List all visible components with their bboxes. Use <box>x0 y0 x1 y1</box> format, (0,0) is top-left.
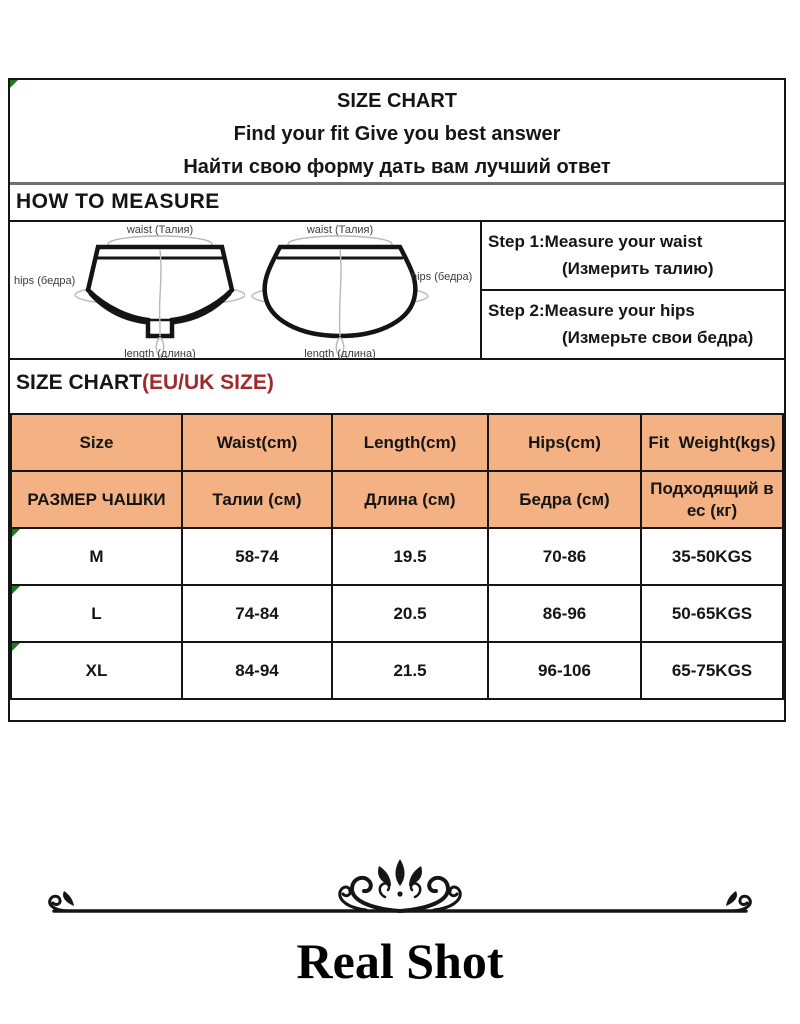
measure-section <box>10 222 784 360</box>
weight-cell: 50-65KGS <box>641 585 783 642</box>
title-block <box>10 80 784 185</box>
table-row-xl <box>11 642 783 699</box>
spreadsheet-artifact-triangle <box>12 643 20 651</box>
step-2 <box>482 291 784 358</box>
step-2-text-ru: (Измерьте свои бедра) <box>562 328 754 347</box>
col-header-length: Length(cm) <box>332 414 488 471</box>
real-shot-caption: Real Shot <box>296 933 504 989</box>
how-to-measure-heading: HOW TO MEASURE <box>10 185 784 222</box>
title-main: SIZE CHART <box>337 90 457 112</box>
col-header-weight-ru: Подходящий в ес (кг) <box>641 471 783 528</box>
size-chart-heading-red: (EU/UK SIZE) <box>142 371 274 394</box>
length-cell: 20.5 <box>332 585 488 642</box>
table-row-l <box>11 585 783 642</box>
step-1 <box>482 222 784 291</box>
weight-cell: 35-50KGS <box>641 528 783 585</box>
panties-front-diagram <box>10 222 245 360</box>
col-header-hips: Hips(cm) <box>488 414 641 471</box>
decorative-flourish-divider <box>40 853 760 938</box>
size-value: XL <box>85 660 108 680</box>
col-header-size: Size <box>11 414 182 471</box>
front-waist-label: waist (Талия) <box>126 224 194 236</box>
size-cell <box>11 528 182 585</box>
col-header-waist: Waist(cm) <box>182 414 332 471</box>
waist-cell: 74-84 <box>182 585 332 642</box>
col-header-waist-ru: Талии (см) <box>182 471 332 528</box>
length-cell: 19.5 <box>332 528 488 585</box>
size-chart-heading <box>10 360 784 413</box>
step-1-text-ru: (Измерить талию) <box>562 259 714 278</box>
main-bordered-box <box>8 78 786 722</box>
title-subtitle-en: Find your fit Give you best answer <box>233 123 561 145</box>
size-cell <box>11 585 182 642</box>
hips-cell: 96-106 <box>488 642 641 699</box>
table-header-row-en <box>11 414 783 471</box>
back-waist-label: waist (Талия) <box>306 224 374 236</box>
size-value: M <box>89 546 104 566</box>
front-length-label: length (длина) <box>124 348 196 360</box>
back-length-label: length (длина) <box>304 348 376 360</box>
size-value: L <box>91 603 102 623</box>
title-subtitle-ru: Найти свою форму дать вам лучший ответ <box>183 156 611 178</box>
waist-cell: 58-74 <box>182 528 332 585</box>
panties-back-diagram <box>245 222 480 360</box>
front-hips-label: hips (бедра) <box>14 275 76 287</box>
waist-cell: 84-94 <box>182 642 332 699</box>
measurement-diagrams <box>10 222 480 358</box>
spreadsheet-artifact-triangle <box>12 586 20 594</box>
col-header-hips-ru: Бедра (см) <box>488 471 641 528</box>
measure-steps <box>480 222 784 358</box>
size-chart-heading-black: SIZE CHART <box>16 371 142 394</box>
spreadsheet-artifact-triangle <box>10 80 18 88</box>
table-header-row-ru <box>11 471 783 528</box>
length-cell: 21.5 <box>332 642 488 699</box>
col-header-length-ru: Длина (см) <box>332 471 488 528</box>
table-row-m <box>11 528 783 585</box>
weight-cell: 65-75KGS <box>641 642 783 699</box>
size-table <box>10 413 784 700</box>
col-header-weight: Fit Weight(kgs) <box>641 414 783 471</box>
col-header-size-ru: РАЗМЕР ЧАШКИ <box>11 471 182 528</box>
spreadsheet-artifact-triangle <box>12 529 20 537</box>
hips-cell: 70-86 <box>488 528 641 585</box>
hips-cell: 86-96 <box>488 585 641 642</box>
step-1-text: Step 1:Measure your waist <box>488 232 703 251</box>
step-2-text: Step 2:Measure your hips <box>488 301 695 320</box>
back-hips-label: hips (бедра) <box>411 271 473 283</box>
size-cell <box>11 642 182 699</box>
